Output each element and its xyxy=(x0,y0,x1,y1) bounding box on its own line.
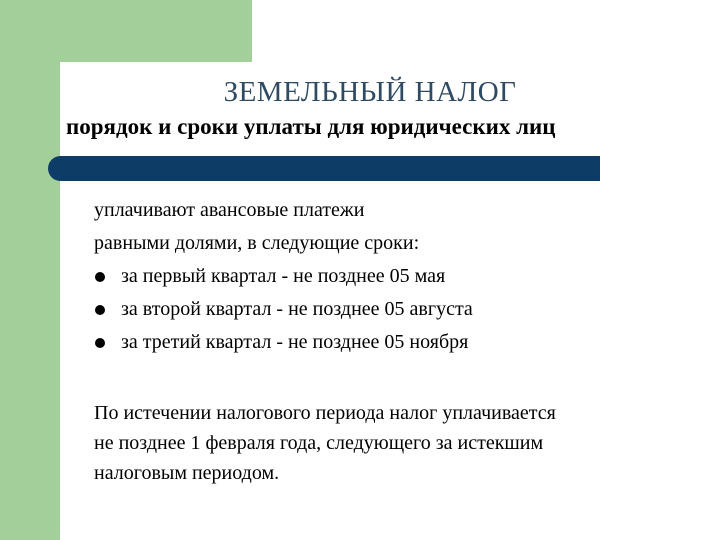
list-item xyxy=(94,260,694,293)
slide-title: ЗЕМЕЛЬНЫЙ НАЛОГ xyxy=(223,76,517,108)
bullet-icon xyxy=(95,338,105,348)
divider-bar xyxy=(48,156,600,181)
bullet-icon xyxy=(95,272,105,282)
body-section xyxy=(94,194,694,359)
note-line: По истечении налогового периода налог уплачивается xyxy=(94,402,556,424)
list-item xyxy=(94,326,694,359)
intro-line: равными долями, в следующие сроки: xyxy=(94,232,420,254)
green-top-band xyxy=(0,0,252,62)
green-side-band xyxy=(0,0,60,540)
intro-line: уплачивают авансовые платежи xyxy=(94,199,365,221)
list-item-text: за третий квартал - не позднее 05 ноября xyxy=(121,331,469,353)
slide-subtitle: порядок и сроки уплаты для юридических лиц xyxy=(66,114,556,139)
list-item-text: за второй квартал - не позднее 05 августа xyxy=(121,298,473,320)
bullet-icon xyxy=(95,305,105,315)
list-item-text: за первый квартал - не позднее 05 мая xyxy=(121,265,446,287)
note-line: не позднее 1 февраля года, следующего за истекшим xyxy=(94,432,544,454)
list-item xyxy=(94,293,694,326)
final-note xyxy=(94,398,694,488)
note-line: налоговым периодом. xyxy=(94,462,280,484)
deadline-list xyxy=(94,260,694,359)
